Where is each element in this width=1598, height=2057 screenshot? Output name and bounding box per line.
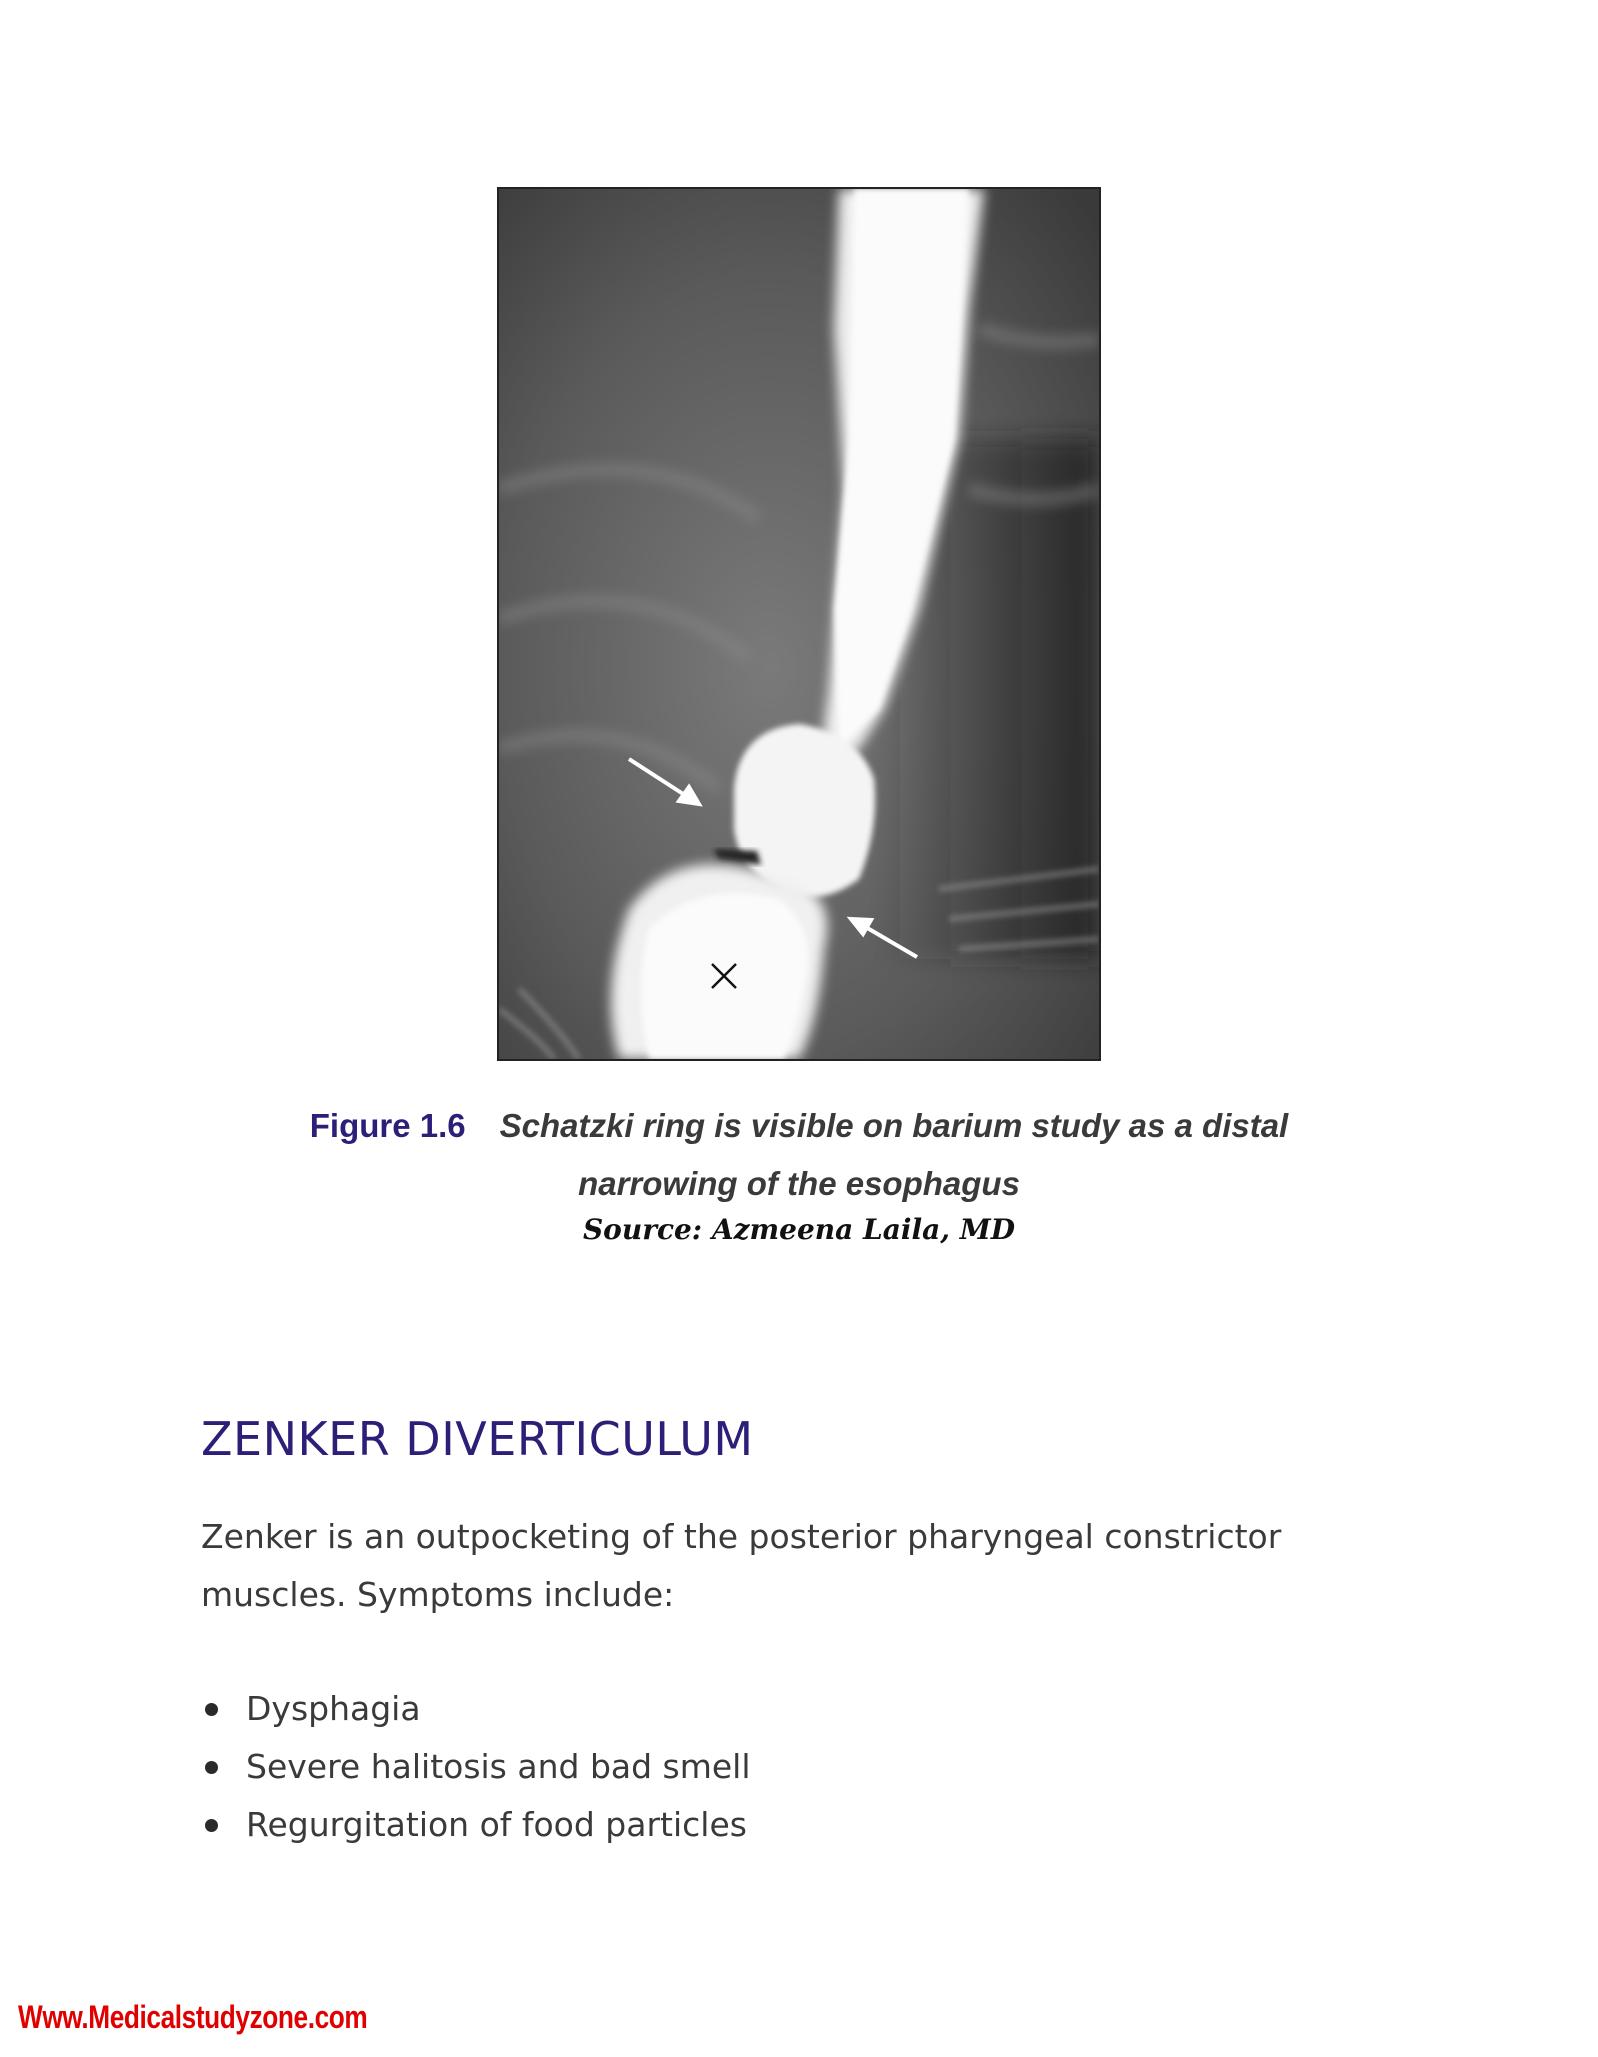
xray-illustration (499, 189, 1099, 1059)
figure-caption-line1 (200, 1097, 1398, 1155)
symptom-list (201, 1680, 751, 1854)
list-item-text: Regurgitation of food particles (246, 1805, 747, 1844)
list-item (201, 1680, 751, 1738)
bullet-icon (205, 1761, 218, 1774)
section-heading: ZENKER DIVERTICULUM (201, 1412, 754, 1466)
barium-study-image (497, 187, 1101, 1061)
list-item (201, 1738, 751, 1796)
bullet-icon (205, 1819, 218, 1832)
list-item-text: Severe halitosis and bad smell (246, 1747, 751, 1786)
section-paragraph: Zenker is an outpocketing of the posterior pharyngeal constrictor muscles. Symptoms include: (201, 1517, 1282, 1614)
list-item (201, 1796, 751, 1854)
watermark-link[interactable]: Www.Medicalstudyzone.com (18, 1999, 368, 2035)
list-item-text: Dysphagia (246, 1689, 421, 1728)
bullet-icon (205, 1703, 218, 1716)
figure-caption-text-1: Schatzki ring is visible on barium study as a distal (499, 1107, 1289, 1144)
figure-number: Figure 1.6 (309, 1107, 466, 1144)
figure-caption-line2: narrowing of the esophagus (578, 1165, 1020, 1202)
figure-source: Source: Azmeena Laila, MD (582, 1213, 1016, 1246)
